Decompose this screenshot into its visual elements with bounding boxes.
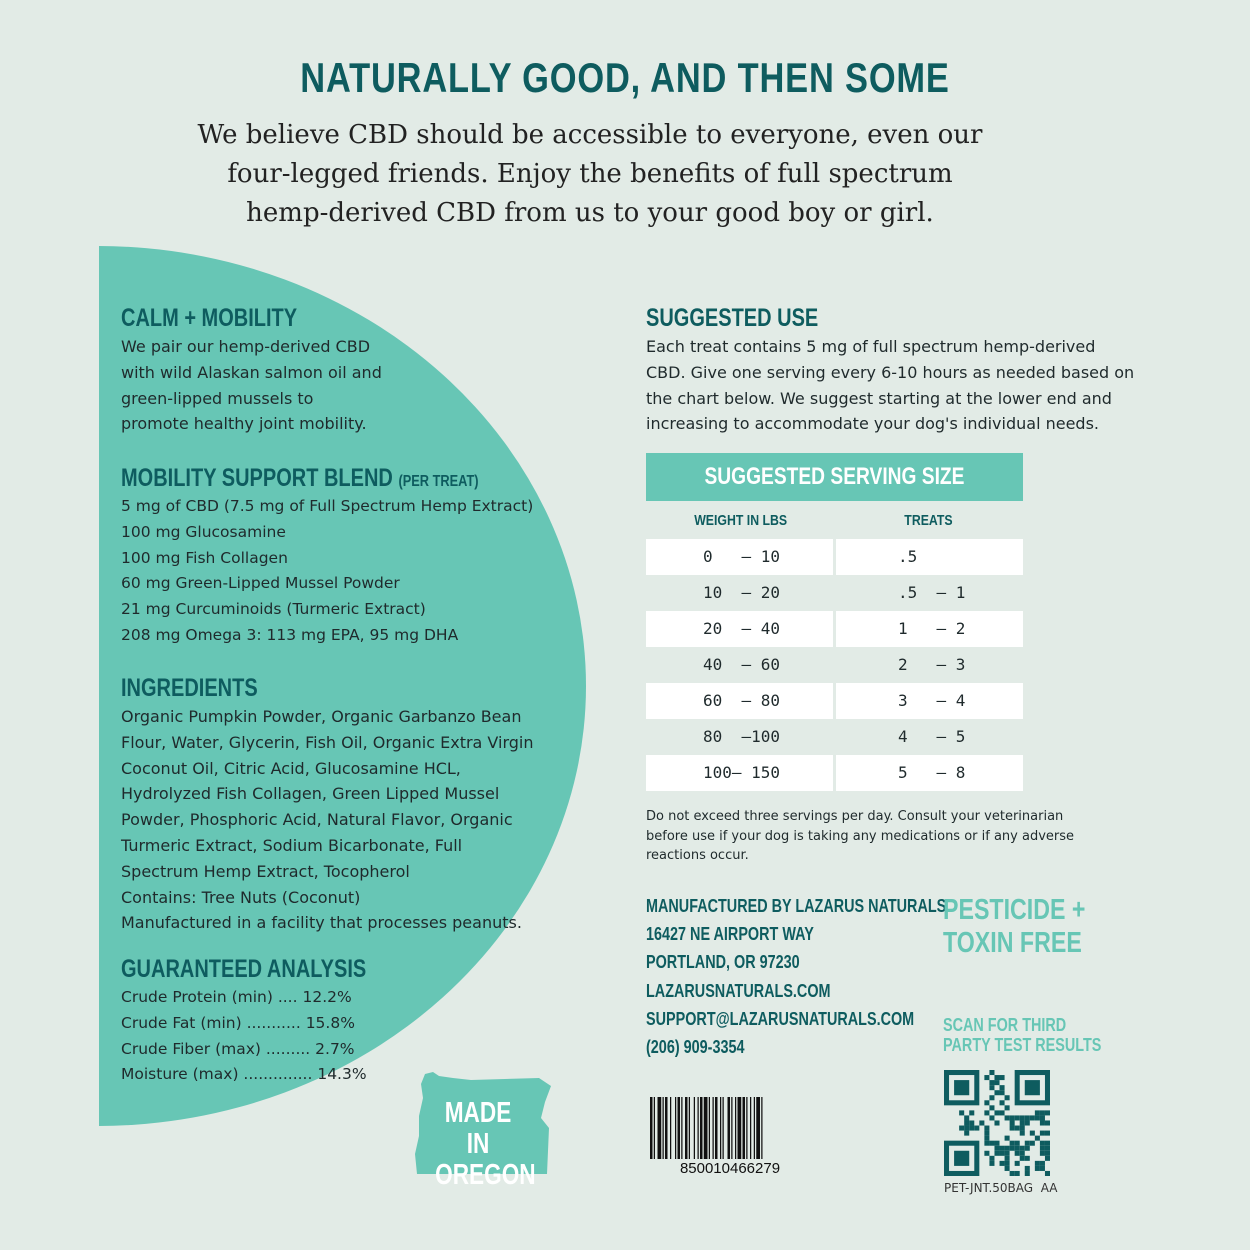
weight-cell: 0 – 10 <box>646 539 833 575</box>
weight-cell: 20 – 40 <box>646 611 833 647</box>
treats-cell: .5 – 1 <box>898 583 966 602</box>
intro-line: We believe CBD should be accessible to everyone, even our <box>197 120 983 150</box>
ingredients-line: Organic Pumpkin Powder, Organic Garbanzo Bean <box>121 707 522 726</box>
calm-mobility-title: CALM + MOBILITY <box>121 304 298 332</box>
column-treats <box>835 512 1024 529</box>
ingredients-line: Contains: Tree Nuts (Coconut) <box>121 887 361 907</box>
analysis-item: Crude Fat (min) ........... 15.8% <box>121 1013 355 1032</box>
blend-item: 5 mg of CBD (7.5 mg of Full Spectrum Hemp Extract) <box>121 497 534 515</box>
guaranteed-analysis-section <box>121 953 428 1088</box>
intro-text <box>150 116 1030 233</box>
ingredients-line: Hydrolyzed Fish Collagen, Green Lipped Mussel <box>121 784 500 804</box>
blend-item: 21 mg Curcuminoids (Turmeric Extract) <box>121 600 426 619</box>
analysis-item: Moisture (max) .............. 14.3% <box>121 1065 367 1084</box>
mobility-blend-section <box>121 462 568 649</box>
weight-cell: 80 –100 <box>703 727 781 746</box>
serving-table-header <box>646 453 1023 501</box>
weight-cell: 10 – 20 <box>703 583 781 602</box>
column-treats-label: TREATS <box>904 511 953 529</box>
weight-cell: 60 – 80 <box>646 683 833 719</box>
calm-line: with wild Alaskan salmon oil and <box>121 362 382 382</box>
barcode-number: 850010466279 <box>679 1160 781 1177</box>
table-row <box>646 719 1023 755</box>
city-line: PORTLAND, OR 97230 <box>646 952 800 973</box>
serving-column-headers <box>646 501 1023 539</box>
calm-mobility-section <box>121 302 382 437</box>
disclaimer-text <box>646 807 1075 866</box>
made-in-oregon-label <box>435 1097 536 1191</box>
table-row <box>646 539 1023 575</box>
scan-prompt <box>943 1016 1141 1055</box>
disclaimer-line: before use if your dog is taking any medications or if any adverse <box>646 828 1075 844</box>
toxin-free-line: TOXIN FREE <box>943 927 1082 959</box>
blend-item: 208 mg Omega 3: 113 mg EPA, 95 mg DHA <box>121 625 459 644</box>
treats-cell: 2 – 3 <box>898 655 966 674</box>
website-link: LAZARUSNATURALS.COM <box>646 980 831 1001</box>
disclaimer-line: Do not exceed three servings per day. Consult your veterinarian <box>646 809 1064 824</box>
table-row <box>646 647 1023 683</box>
barcode-icon <box>648 1097 812 1161</box>
ingredients-line: Coconut Oil, Citric Acid, Glucosamine HCL, <box>121 758 461 778</box>
table-row <box>646 611 1023 647</box>
table-row <box>646 683 1023 719</box>
blend-title-main: MOBILITY SUPPORT BLEND <box>121 464 393 492</box>
table-row <box>646 575 1023 611</box>
treats-cell: .5 <box>836 539 1023 575</box>
made-in-line: MADE IN <box>444 1097 512 1160</box>
ingredients-line: Manufactured in a facility that processes peanuts. <box>121 913 522 933</box>
use-line: the chart below. We suggest starting at the lower end and <box>646 388 1112 408</box>
analysis-item: Crude Protein (min) .... 12.2% <box>121 988 352 1006</box>
headline: NATURALLY GOOD, AND THEN SOME <box>300 54 950 101</box>
ingredients-line: Turmeric Extract, Sodium Bicarbonate, Full <box>121 835 463 855</box>
scan-line: SCAN FOR THIRD <box>943 1015 1067 1035</box>
blend-list <box>121 494 568 649</box>
sku-code: PET-JNT.50BAG AA <box>944 1181 1058 1195</box>
table-row <box>646 755 1023 791</box>
calm-line: promote healthy joint mobility. <box>121 414 367 434</box>
serving-size-table <box>646 453 1023 791</box>
oregon-line: OREGON <box>435 1159 536 1191</box>
suggested-use-section <box>646 302 1135 437</box>
treats-cell: 4 – 5 <box>898 727 966 746</box>
disclaimer-line: reactions occur. <box>646 848 749 863</box>
suggested-use-text <box>646 334 1135 437</box>
use-line: CBD. Give one serving every 6-10 hours as needed based on <box>646 362 1135 382</box>
qr-code-icon <box>944 1070 1050 1176</box>
calm-mobility-text <box>121 334 382 437</box>
treats-cell: 3 – 4 <box>836 683 1023 719</box>
ingredients-text <box>121 704 534 936</box>
intro-line: hemp-derived CBD from us to your good boy or girl. <box>246 198 934 228</box>
manufacturer-line: MANUFACTURED BY LAZARUS NATURALS <box>646 896 947 916</box>
column-weight-label: WEIGHT IN LBS <box>693 511 787 529</box>
calm-line: We pair our hemp-derived CBD <box>121 337 371 356</box>
analysis-list <box>121 985 428 1088</box>
intro-line: four-legged friends. Enjoy the benefits of full spectrum <box>227 159 953 189</box>
ingredients-title: INGREDIENTS <box>121 674 258 702</box>
scan-line: PARTY TEST RESULTS <box>943 1034 1102 1055</box>
calm-line: green-lipped mussels to <box>121 388 314 408</box>
analysis-item: Crude Fiber (max) ......... 2.7% <box>121 1039 355 1058</box>
mobility-blend-title <box>121 462 479 494</box>
treats-cell: 1 – 2 <box>836 611 1023 647</box>
ingredients-section <box>121 672 534 936</box>
address-line: 16427 NE AIRPORT WAY <box>646 924 814 945</box>
weight-cell: 100– 150 <box>646 755 833 791</box>
blend-item: 100 mg Fish Collagen <box>121 548 288 567</box>
treats-cell: 5 – 8 <box>836 755 1023 791</box>
ingredients-line: Powder, Phosphoric Acid, Natural Flavor, Organic <box>121 810 513 830</box>
suggested-use-title: SUGGESTED USE <box>646 304 819 332</box>
column-weight <box>646 512 835 529</box>
blend-item: 100 mg Glucosamine <box>121 522 286 541</box>
serving-table-title: SUGGESTED SERVING SIZE <box>704 463 965 490</box>
use-line: Each treat contains 5 mg of full spectrum hemp-derived <box>646 337 1096 356</box>
weight-cell: 40 – 60 <box>703 655 781 674</box>
support-email: SUPPORT@LAZARUSNATURALS.COM <box>646 1008 915 1029</box>
pesticide-line: PESTICIDE + <box>943 894 1086 926</box>
ingredients-line: Flour, Water, Glycerin, Fish Oil, Organic Extra Virgin <box>121 732 534 752</box>
pesticide-toxin-free-badge <box>943 894 1121 960</box>
ingredients-line: Spectrum Hemp Extract, Tocopherol <box>121 861 410 881</box>
blend-item: 60 mg Green-Lipped Mussel Powder <box>121 574 400 593</box>
phone-number: (206) 909-3354 <box>646 1037 745 1058</box>
manufacturer-info <box>646 892 946 1061</box>
use-line: increasing to accommodate your dog's individual needs. <box>646 414 1100 434</box>
guaranteed-analysis-title: GUARANTEED ANALYSIS <box>121 955 367 983</box>
blend-title-small: (PER TREAT) <box>398 473 479 490</box>
